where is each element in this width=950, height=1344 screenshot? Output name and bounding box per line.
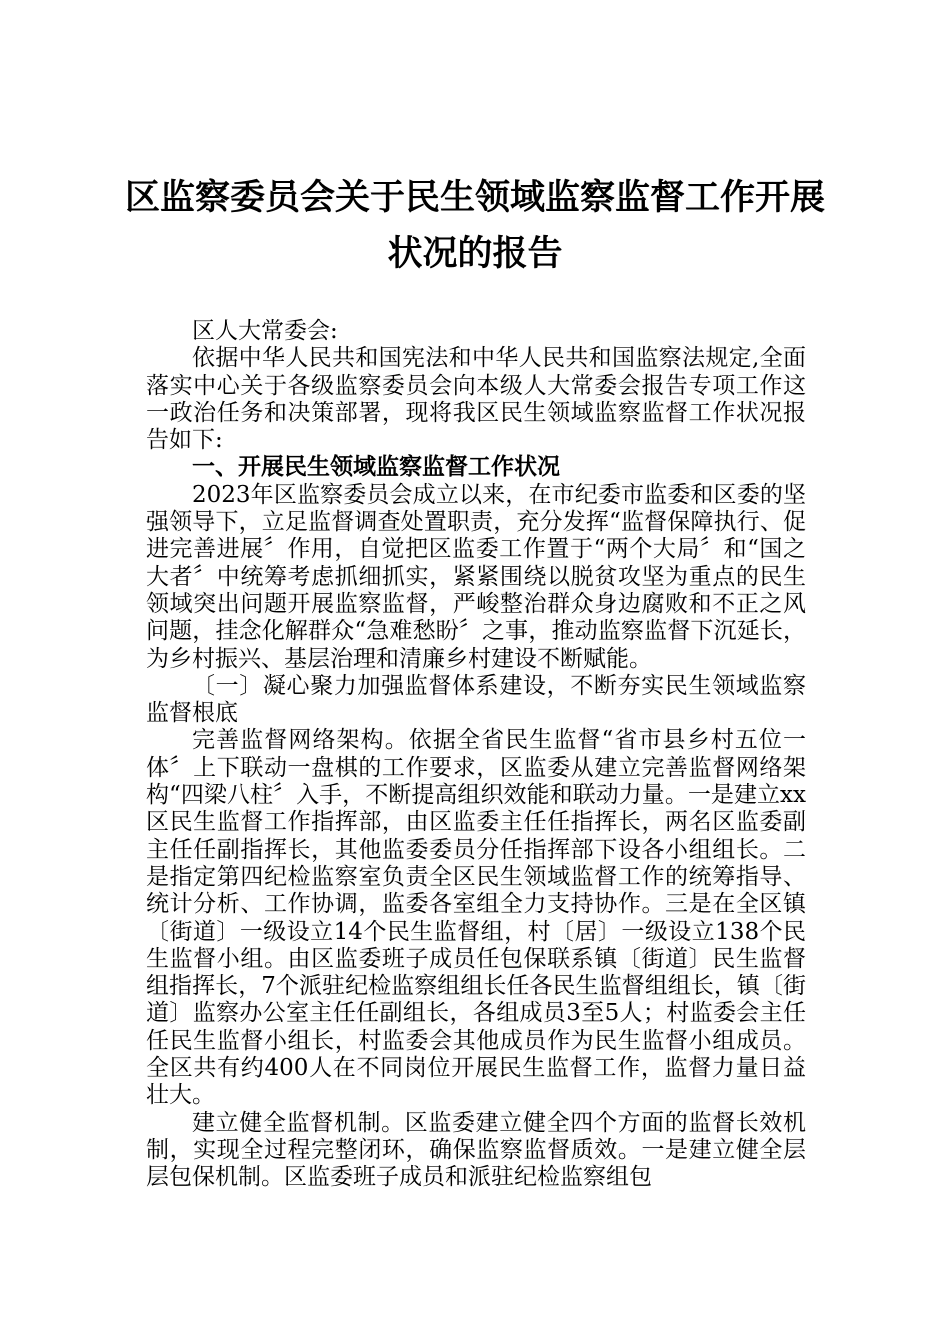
mechanism-paragraph: 建立健全监督机制。区监委建立健全四个方面的监督长效机制，实现全过程完整闭环，确保监察监督质效。一是建立健全层层包保机制。区监委班子成员和派驻纪检监察组包 [146,1109,806,1191]
subsection-heading: 〔一〕凝心聚力加强监督体系建设，不断夯实民生领域监察监督根底 [146,672,806,727]
salutation: 区人大常委会: [192,318,338,344]
section-paragraph: 2023年区监察委员会成立以来，在市纪委市监委和区委的坚强领导下，立足监督调查处置职责，充分发挥“监督保障执行、促进完善进展〞作用，自觉把区监委工作置于“两个大局〞和“国之大者〞中统筹考虑抓细抓实，紧紧围绕以脱贫攻坚为重点的民生领域突出问题开展监察监督，严峻整治群众身边腐败和不正之风问题，挂念化解群众“急难愁盼〞之事，推动监察监督下沉延长，为乡村振兴、基层治理和清廉乡村建设不断赋能。 [146,481,806,672]
network-paragraph: 完善监督网络架构。依据全省民生监督“省市县乡村五位一体〞上下联动一盘棋的工作要求，区监委从建立完善监督网络架构“四梁八柱〞入手，不断提高组织效能和联动力量。一是建立xx区民生监督工作指挥部，由区监委主任任指挥长，两名区监委副主任任副指挥长，其他监委委员分任指挥部下设各小组组长。二是指定第四纪检监察室负责全区民生领域监督工作的统筹指导、统计分析、工作协调，监委各室组全力支持协作。三是在全区镇〔街道〕一级设立14个民生监督组，村〔居〕一级设立138个民生监督小组。由区监委班子成员任包保联系镇〔街道〕民生监督组指挥长，7个派驻纪检监察组组长任各民生监督组组长，镇〔街道〕监察办公室主任任副组长，各组成员3至5人；村监委会主任任民生监督小组长，村监委会其他成员作为民生监督小组成员。全区共有约400人在不同岗位开展民生监督工作，监督力量日益壮大。 [146,727,806,1109]
document-title: 区监察委员会关于民生领域监察监督工作开展状况的报告 [124,177,825,274]
section-heading: 一、开展民生领域监察监督工作状况 [192,454,560,481]
document-body [146,318,806,1192]
intro-paragraph: 依据中华人民共和国宪法和中华人民共和国监察法规定,全面落实中心关于各级监察委员会向本级人大常委会报告专项工作这一政治任务和决策部署，现将我区民生领域监察监督工作状况报告如下: [146,345,806,454]
